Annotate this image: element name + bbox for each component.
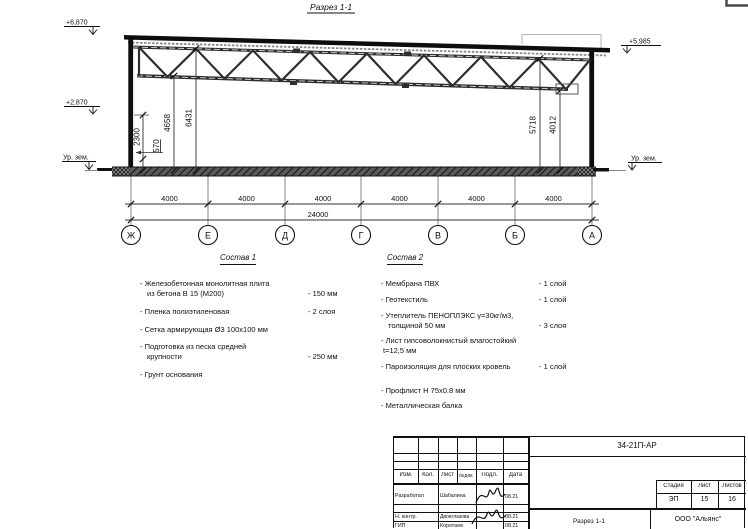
role-razrabotal: Разработал xyxy=(395,493,438,499)
svg-text:5718: 5718 xyxy=(529,116,538,134)
total-dimension-row xyxy=(125,210,599,223)
svg-text:4658: 4658 xyxy=(163,114,172,132)
signature xyxy=(474,483,510,508)
svg-text:Ур. зем.: Ур. зем. xyxy=(63,155,89,162)
composition-1 xyxy=(140,253,372,388)
role-gip: ГИП xyxy=(395,523,438,529)
elevation-mark-top-left xyxy=(64,20,100,35)
axis-bubbles xyxy=(122,226,602,245)
sheet-number: 15 xyxy=(691,496,718,503)
svg-text:Б: Б xyxy=(512,231,518,241)
svg-text:А: А xyxy=(589,231,595,241)
svg-text:+5,985: +5,985 xyxy=(629,39,651,46)
col-header-ndok: №док. xyxy=(457,473,476,479)
col-header-izm: Изм. xyxy=(394,472,418,478)
composition-2-title: Состав 2 xyxy=(387,253,423,265)
svg-text:4000: 4000 xyxy=(391,194,408,203)
svg-text:4000: 4000 xyxy=(315,194,332,203)
svg-text:4000: 4000 xyxy=(468,194,485,203)
name-nkontr: Двоеглазова xyxy=(440,514,476,520)
section-title-text: Разрез 1-1 xyxy=(310,2,352,12)
doc-number: 34-21П-АР xyxy=(528,441,746,450)
column-left xyxy=(128,38,133,171)
svg-text:Е: Е xyxy=(205,231,211,241)
svg-text:4000: 4000 xyxy=(545,194,562,203)
svg-text:4000: 4000 xyxy=(238,194,255,203)
elevation-mark-mid-left xyxy=(64,100,100,115)
signature xyxy=(470,506,510,529)
list-item: - Сетка армирующая Ø3 100х100 мм xyxy=(140,325,372,335)
stage-value: ЭП xyxy=(656,496,691,503)
ground-level-mark-right xyxy=(628,156,662,171)
list-item: - Утеплитель ПЕНОПЛЭКС γ=30кг/м3, толщиной 50 мм - 3 слоя xyxy=(381,311,573,331)
list-item: - Пароизоляция для плоских кровель - 1 слой xyxy=(381,362,573,372)
svg-text:570: 570 xyxy=(152,139,161,153)
figure-title xyxy=(307,2,355,13)
elevation-mark-top-right xyxy=(621,39,661,54)
stage-col-stadia: Стадия xyxy=(656,483,691,489)
list-item: - Пленка полиэтиленовая - 2 слоя xyxy=(140,307,372,317)
composition-2 xyxy=(381,253,573,417)
stage-col-listov: Листов xyxy=(718,483,746,489)
col-header-data: Дата xyxy=(503,472,528,478)
col-header-podl: Подл. xyxy=(476,472,503,478)
svg-text:24000: 24000 xyxy=(308,210,329,219)
list-item: - Железобетонная монолитная плита из бетона В 15 (М200) - 150 мм xyxy=(140,279,372,299)
company-name: ООО "Альянс" xyxy=(650,516,746,523)
list-item: - Мембрана ПВХ - 1 слой xyxy=(381,279,573,289)
drawing-name: Разрез 1-1 xyxy=(528,518,650,525)
svg-text:+2,870: +2,870 xyxy=(66,100,88,107)
date-razrabotal: 08.21 xyxy=(505,494,528,500)
svg-text:Г: Г xyxy=(359,231,364,241)
role-nkontr: Н. контр. xyxy=(395,514,438,520)
svg-text:Ур. зем.: Ур. зем. xyxy=(631,156,657,163)
sheet-count: 16 xyxy=(718,496,746,503)
col-header-kol: Кол. xyxy=(418,472,438,478)
column-right xyxy=(589,51,594,171)
ground-level-mark-left xyxy=(62,155,96,170)
date-nkontr: 08.21 xyxy=(505,514,528,520)
col-header-list: Лист xyxy=(438,472,457,478)
list-item: - Лист гипсоволокнистый влагостойкий t=12,5 мм xyxy=(381,336,573,356)
name-gip: Коротаев xyxy=(440,523,476,529)
name-razrabotal: Шабалина xyxy=(440,493,476,499)
svg-text:В: В xyxy=(435,231,441,241)
composition-1-title: Состав 1 xyxy=(220,253,256,265)
svg-text:Д: Д xyxy=(282,231,288,241)
list-item: - Геотекстиль - 1 слой xyxy=(381,295,573,305)
span-dimension-row xyxy=(125,194,599,207)
axis-extension-lines xyxy=(131,177,592,226)
floor-slab xyxy=(85,167,626,176)
vertical-dims-right xyxy=(529,55,564,173)
svg-text:6431: 6431 xyxy=(185,109,194,127)
list-item: - Грунт основания xyxy=(140,370,372,380)
svg-text:4000: 4000 xyxy=(161,194,178,203)
date-gip: 08.21 xyxy=(505,523,528,529)
svg-text:4012: 4012 xyxy=(549,116,558,134)
vertical-dims-left xyxy=(133,45,200,173)
frame-corner-fragment xyxy=(727,0,748,6)
title-block xyxy=(393,436,745,528)
svg-text:Ж: Ж xyxy=(127,231,136,241)
stage-col-list: Лист xyxy=(691,483,718,489)
svg-text:2300: 2300 xyxy=(133,128,142,146)
list-item: - Профлист Н 75х0.8 мм xyxy=(381,386,573,396)
list-item: - Подготовка из песка средней крупности - 250 мм xyxy=(140,342,372,362)
list-item: - Металлическая балка xyxy=(381,401,573,411)
svg-text:+6,870: +6,870 xyxy=(66,20,88,27)
